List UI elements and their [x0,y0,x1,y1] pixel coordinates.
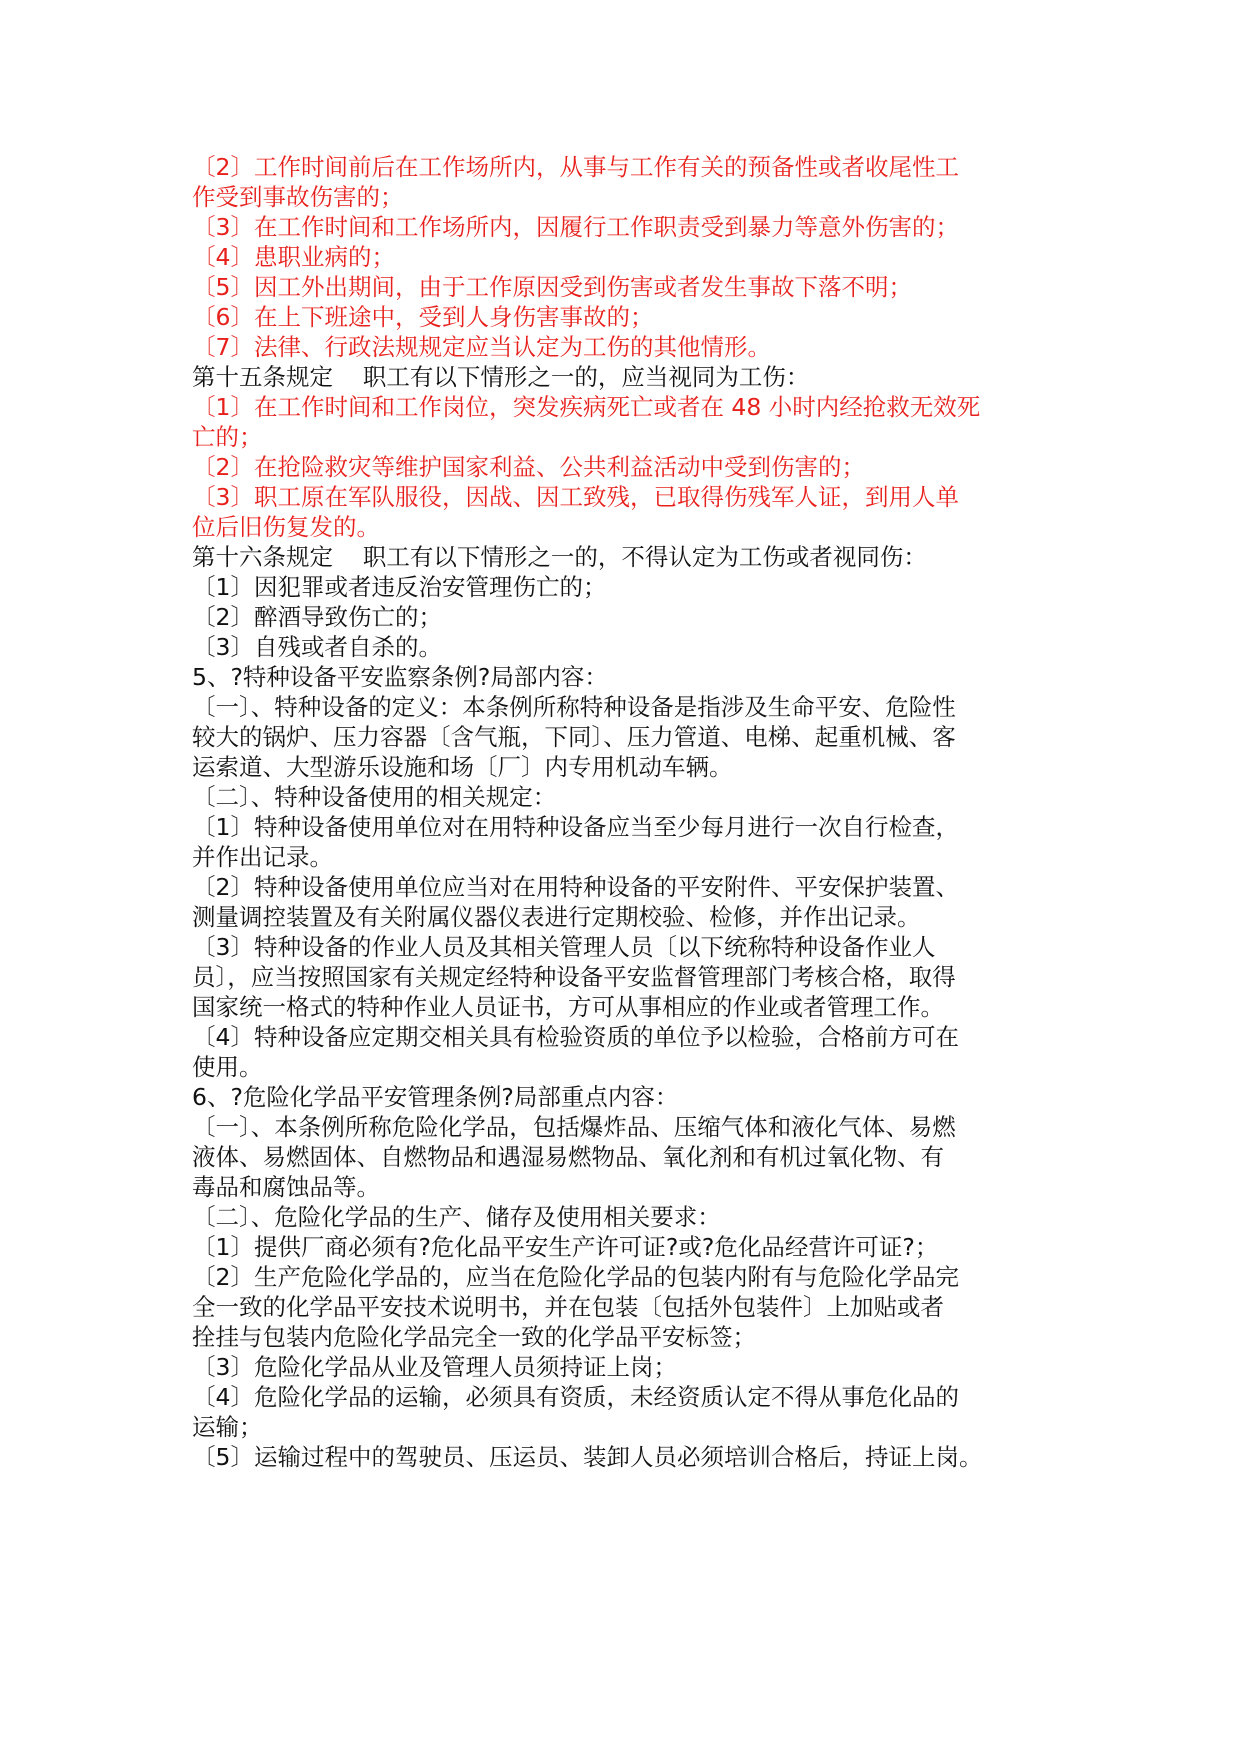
section-heading-hazardous-chemicals: 6、?危险化学品平安管理条例?局部重点内容： [192,1083,679,1111]
paragraph-line: 〔二〕、危险化学品的生产、储存及使用相关要求： [192,1203,721,1231]
paragraph-line: 并作出记录。 [192,843,333,871]
paragraph-line: 运索道、大型游乐设施和场〔厂〕内专用机动车辆。 [192,753,733,781]
paragraph-line: 〔1〕在工作时间和工作岗位，突发疾病死亡或者在 48 小时内经抢救无效死 [192,393,981,421]
paragraph-line: 〔2〕在抢险救灾等维护国家利益、公共利益活动中受到伤害的； [192,453,865,481]
paragraph-line: 〔4〕患职业病的； [192,243,395,271]
paragraph-line: 全一致的化学品平安技术说明书，并在包装〔包括外包装件〕上加贴或者 [192,1293,944,1321]
paragraph-line: 较大的锅炉、压力容器〔含气瓶，下同〕、压力管道、电梯、起重机械、客 [192,723,956,751]
paragraph-line: 〔3〕职工原在军队服役，因战、因工致残，已取得伤残军人证，到用人单 [192,483,959,511]
paragraph-line: 国家统一格式的特种作业人员证书，方可从事相应的作业或者管理工作。 [192,993,944,1021]
paragraph-line: 〔二〕、特种设备使用的相关规定： [192,783,557,811]
document-page [192,152,1060,1472]
paragraph-line: 位后旧伤复发的。 [192,513,380,541]
paragraph-line: 〔4〕特种设备应定期交相关具有检验资质的单位予以检验，合格前方可在 [192,1023,959,1051]
paragraph-line: 〔5〕运输过程中的驾驶员、压运员、装卸人员必须培训合格后，持证上岗。 [192,1443,983,1471]
paragraph-line: 毒品和腐蚀品等。 [192,1173,380,1201]
paragraph-line: 〔6〕在上下班途中，受到人身伤害事故的； [192,303,654,331]
paragraph-line: 〔4〕危险化学品的运输，必须具有资质，未经资质认定不得从事危化品的 [192,1383,959,1411]
section-heading-special-equipment: 5、?特种设备平安监察条例?局部内容： [192,663,608,691]
paragraph-line: 〔7〕法律、行政法规规定应当认定为工伤的其他情形。 [192,333,771,361]
paragraph-line: 〔3〕危险化学品从业及管理人员须持证上岗； [192,1353,677,1381]
paragraph-line: 运输； [192,1413,263,1441]
paragraph-line: 拴挂与包装内危险化学品完全一致的化学品平安标签； [192,1323,756,1351]
paragraph-line: 〔2〕工作时间前后在工作场所内，从事与工作有关的预备性或者收尾性工 [192,153,959,181]
paragraph-line: 使用。 [192,1053,263,1081]
paragraph-line: 〔2〕生产危险化学品的，应当在危险化学品的包装内附有与危险化学品完 [192,1263,959,1291]
paragraph-line: 〔3〕特种设备的作业人员及其相关管理人员〔以下统称特种设备作业人 [192,933,936,961]
paragraph-line: 亡的； [192,423,263,451]
section-heading-article-15: 第十五条规定 职工有以下情形之一的，应当视同为工伤： [192,363,810,391]
paragraph-line: 作受到事故伤害的； [192,183,404,211]
paragraph-line: 〔一〕、特种设备的定义：本条例所称特种设备是指涉及生命平安、危险性 [192,693,956,721]
paragraph-line: 〔3〕自残或者自杀的。 [192,633,442,661]
paragraph-line: 〔2〕醉酒导致伤亡的； [192,603,442,631]
paragraph-line: 〔一〕、本条例所称危险化学品，包括爆炸品、压缩气体和液化气体、易燃 [192,1113,956,1141]
paragraph-line: 〔1〕提供厂商必须有?危化品平安生产许可证?或?危化品经营许可证?； [192,1233,939,1261]
paragraph-line: 〔5〕因工外出期间，由于工作原因受到伤害或者发生事故下落不明； [192,273,912,301]
paragraph-line: 员〕，应当按照国家有关规定经特种设备平安监督管理部门考核合格，取得 [192,963,956,991]
paragraph-line: 测量调控装置及有关附属仪器仪表进行定期校验、检修，并作出记录。 [192,903,921,931]
paragraph-line: 〔1〕特种设备使用单位对在用特种设备应当至少每月进行一次自行检查， [192,813,959,841]
paragraph-line: 〔3〕在工作时间和工作场所内，因履行工作职责受到暴力等意外伤害的； [192,213,959,241]
section-heading-article-16: 第十六条规定 职工有以下情形之一的，不得认定为工伤或者视同伤： [192,543,927,571]
paragraph-line: 〔1〕因犯罪或者违反治安管理伤亡的； [192,573,607,601]
paragraph-line: 液体、易燃固体、自燃物品和遇湿易燃物品、氧化剂和有机过氧化物、有 [192,1143,944,1171]
paragraph-line: 〔2〕特种设备使用单位应当对在用特种设备的平安附件、平安保护装置、 [192,873,959,901]
